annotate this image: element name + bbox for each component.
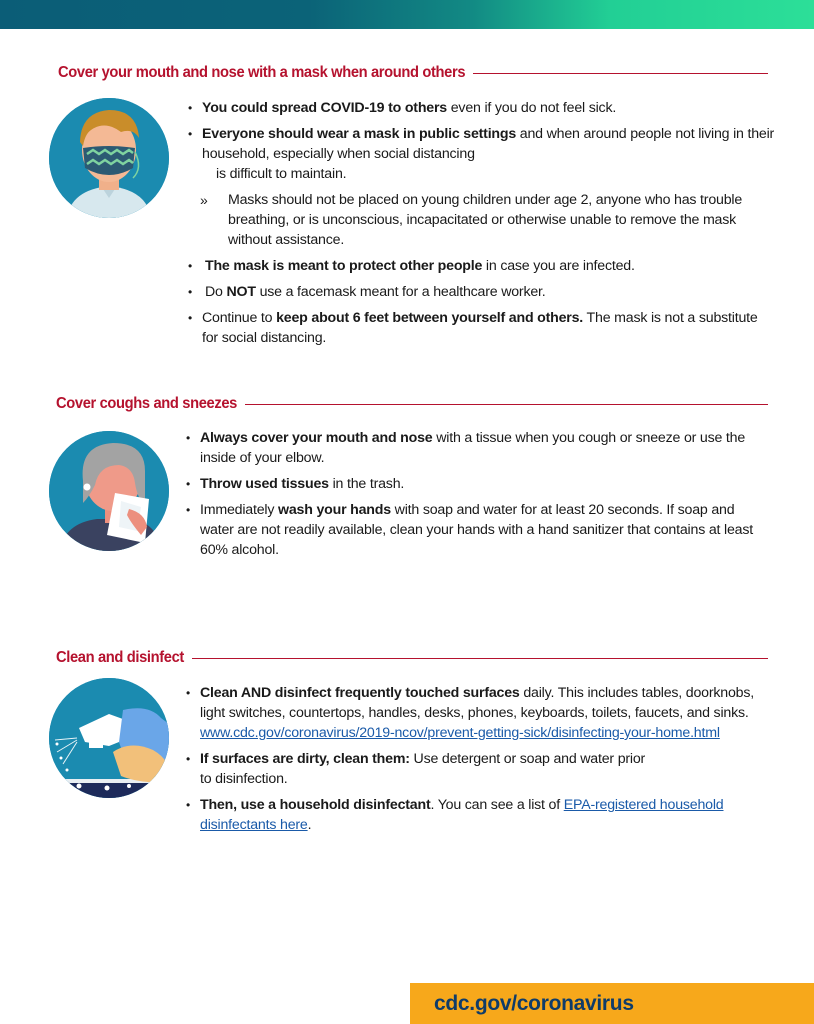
list-item: • Then, use a household disinfectant. You can see a list of EPA-registered household disinfectants here. <box>186 795 766 835</box>
clean-bullet-list <box>186 683 766 841</box>
list-item: • Immediately wash your hands with soap and water for at least 20 seconds. If soap and water are not readily available, clean your hands with a hand sanitizer that contains at least 60% alcohol. <box>186 500 766 560</box>
clean-section-header <box>56 649 768 667</box>
list-item: • If surfaces are dirty, clean them: Use detergent or soap and water prior to disinfection. <box>186 749 766 789</box>
mask-bullet-list <box>188 98 778 354</box>
epa-disinfectants-link[interactable]: EPA-registered household disinfectants here <box>200 797 724 833</box>
list-item: • The mask is meant to protect other people in case you are infected. <box>188 256 778 276</box>
section-divider <box>192 658 768 659</box>
cough-section-title: Cover coughs and sneezes <box>56 395 237 412</box>
list-item: • You could spread COVID-19 to others even if you do not feel sick. <box>188 98 778 118</box>
mask-section-title: Cover your mouth and nose with a mask when around others <box>58 64 466 81</box>
footer-url[interactable]: cdc.gov/coronavirus <box>434 991 634 1015</box>
list-item: • Always cover your mouth and nose with a tissue when you cough or sneeze or use the inside of your elbow. <box>186 428 766 468</box>
section-divider <box>245 404 768 405</box>
section-divider <box>473 73 768 74</box>
cdc-disinfecting-link[interactable]: www.cdc.gov/coronavirus/2019-ncov/prevent-getting-sick/disinfecting-your-home.html <box>200 725 720 741</box>
mask-section-header <box>58 64 768 82</box>
person-wearing-mask-icon <box>49 98 169 218</box>
footer-banner <box>410 983 814 1024</box>
list-item: » Masks should not be placed on young children under age 2, anyone who has trouble breathing, or is unconscious, incapacitated or otherwise unable to remove the mask without assistance. <box>188 190 778 250</box>
list-item: • Everyone should wear a mask in public settings and when around people not living in their household, especially when social distancing is difficult to maintain. <box>188 124 778 184</box>
person-sneezing-into-tissue-icon <box>49 431 169 551</box>
clean-section-title: Clean and disinfect <box>56 649 184 666</box>
list-item: • Continue to keep about 6 feet between yourself and others. The mask is not a substitute for social distancing. <box>188 308 778 348</box>
spray-bottle-icon <box>49 678 169 798</box>
list-item: • Do NOT use a facemask meant for a healthcare worker. <box>188 282 778 302</box>
list-item: • Throw used tissues in the trash. <box>186 474 766 494</box>
list-item: • Clean AND disinfect frequently touched surfaces daily. This includes tables, doorknobs, light switches, countertops, handles, desks, phones, keyboards, toilets, faucets, and sinks. www.cdc.gov/coronavirus/2019-ncov/prevent-getting-sick/disinfecting-your-home.html <box>186 683 766 743</box>
top-gradient-banner <box>0 0 814 29</box>
cough-bullet-list <box>186 428 766 566</box>
cough-section-header <box>56 395 768 413</box>
